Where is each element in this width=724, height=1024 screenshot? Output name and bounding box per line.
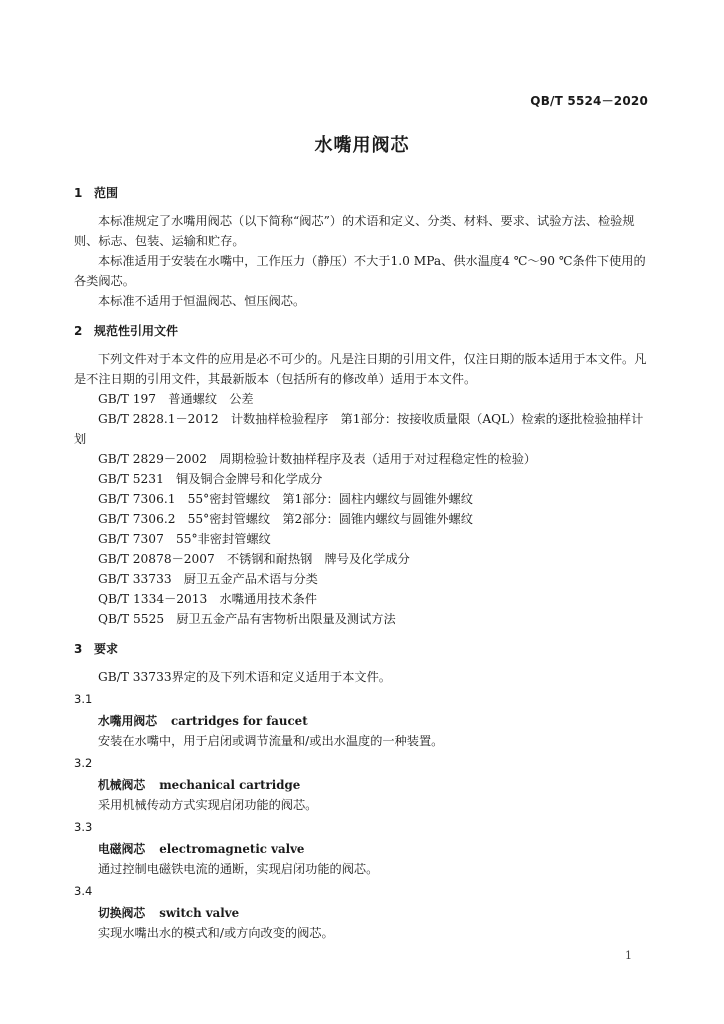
section-title: 范围 [94, 186, 119, 200]
term-en: electromagnetic valve [159, 842, 305, 856]
section-heading-scope [74, 183, 654, 203]
reference-item: GB/T 7306.1 55°密封管螺纹 第1部分：圆柱内螺纹与圆锥外螺纹 [98, 492, 473, 506]
term-en: switch valve [159, 906, 240, 920]
reference-item: QB/T 1334－2013 水嘴通用技术条件 [98, 592, 317, 606]
reference-item: GB/T 7307 55°非密封管螺纹 [98, 532, 271, 546]
term-heading [74, 839, 654, 859]
reference-item: GB/T 2829－2002 周期检验计数抽样程序及表（适用于对过程稳定性的检验） [98, 452, 537, 466]
term-definition: 采用机械传动方式实现启闭功能的阀芯。 [98, 798, 318, 812]
term-definition: 通过控制电磁铁电流的通断，实现启闭功能的阀芯。 [98, 862, 379, 876]
reference-item: GB/T 20878－2007 不锈钢和耐热钢 牌号及化学成分 [98, 552, 410, 566]
term-definition: 实现水嘴出水的模式和/或方向改变的阀芯。 [98, 926, 334, 940]
term-zh: 电磁阀芯 [98, 842, 146, 856]
document-body [74, 183, 654, 943]
reference-item: QB/T 5525 厨卫五金产品有害物析出限量及测试方法 [98, 612, 396, 626]
section-number: 3 [74, 642, 83, 656]
reference-item: GB/T 2828.1－2012 计数抽样检验程序 第1部分：按接收质量限（AQL）检索的逐批检验抽样计划 [74, 412, 644, 446]
reference-item: GB/T 197 普通螺纹 公差 [98, 392, 254, 406]
reference-item: GB/T 5231 铜及铜合金牌号和化学成分 [98, 472, 323, 486]
term-zh: 切换阀芯 [98, 906, 146, 920]
paragraph: 本标准规定了水嘴用阀芯（以下简称“阀芯”）的术语和定义、分类、材料、要求、试验方法、检验规则、标志、包装、运输和贮存。 [74, 214, 635, 248]
term-zh: 水嘴用阀芯 [98, 714, 157, 728]
term-zh: 机械阀芯 [98, 778, 146, 792]
section-number: 2 [74, 324, 83, 338]
standard-code: QB/T 5524－2020 [530, 94, 648, 108]
paragraph: 下列文件对于本文件的应用是必不可少的。凡是注日期的引用文件，仅注日期的版本适用于本文件。凡是不注日期的引用文件，其最新版本（包括所有的修改单）适用于本文件。 [74, 352, 647, 386]
section-number: 1 [74, 186, 83, 200]
term-number: 3.2 [74, 756, 93, 770]
term-en: mechanical cartridge [159, 778, 301, 792]
section-title: 规范性引用文件 [94, 324, 179, 338]
term-heading [74, 775, 654, 795]
reference-item: GB/T 33733 厨卫五金产品术语与分类 [98, 572, 318, 586]
term-definition: 安装在水嘴中，用于启闭或调节流量和/或出水温度的一种装置。 [98, 734, 444, 748]
term-number: 3.4 [74, 884, 93, 898]
term-number: 3.1 [74, 692, 93, 706]
paragraph: 本标准适用于安装在水嘴中，工作压力（静压）不大于1.0 MPa、供水温度4 ℃～90 ℃条件下使用的各类阀芯。 [74, 254, 646, 288]
section-title: 要求 [94, 642, 119, 656]
paragraph: GB/T 33733界定的及下列术语和定义适用于本文件。 [98, 670, 391, 684]
page-number: 1 [625, 949, 632, 962]
reference-item: GB/T 7306.2 55°密封管螺纹 第2部分：圆锥内螺纹与圆锥外螺纹 [98, 512, 473, 526]
term-number: 3.3 [74, 820, 93, 834]
term-heading [74, 711, 654, 731]
term-en: cartridges for faucet [171, 714, 308, 728]
term-heading [74, 903, 654, 923]
section-heading-references [74, 321, 654, 341]
section-heading-requirements [74, 639, 654, 659]
document-title: 水嘴用阀芯 [314, 135, 410, 156]
paragraph: 本标准不适用于恒温阀芯、恒压阀芯。 [98, 294, 306, 308]
